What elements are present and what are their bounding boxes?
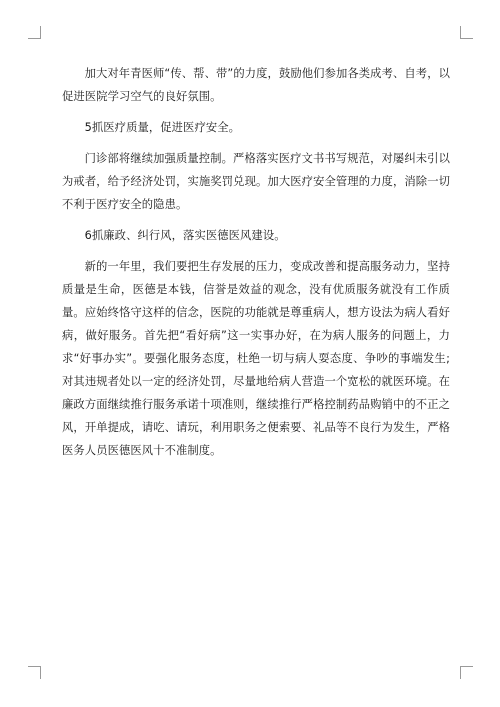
document-body bbox=[62, 62, 450, 462]
crop-mark-top-left bbox=[28, 26, 41, 39]
section-heading-medical-quality: 5抓医疗质量，促进医疗安全。 bbox=[84, 121, 241, 134]
crop-mark-bottom-left bbox=[28, 666, 41, 679]
crop-mark-top-right bbox=[460, 26, 473, 39]
paragraph-service-ethics: 新的一年里，我们要把生存发展的压力，变成改善和提高服务动力，坚持质量是生命，医德是本钱，信誉是效益的观念，没有优质服务就没有工作质量。应始终恪守这样的信念，医院的功能就是尊重病人，想方设法为病人看好病，做好服务。首先把“看好病”这一实事办好，在为病人服务的问题上，力求“好事办实”。要强化服务态度，杜绝一切与病人耍态度、争吵的事端发生;对其违规者处以一定的经济处罚，尽量地给病人营造一个宽松的就医环境。在廉政方面继续推行服务承诺十项准则，继续推行严格控制药品购销中的不正之风，开单提成，请吃、请玩，利用职务之便索要、礼品等不良行为发生，严格医务人员医德医风十不准制度。 bbox=[62, 260, 450, 457]
paragraph-training: 加大对年青医师“传、帮、带”的力度，鼓励他们参加各类成考、自考，以促进医院学习空气的良好氛围。 bbox=[62, 67, 450, 103]
section-heading-integrity: 6抓廉政、纠行风，落实医德医风建设。 bbox=[84, 229, 286, 242]
paragraph-quality-control: 门诊部将继续加强质量控制。严格落实医疗文书书写规范，对屡纠未引以为戒者，给予经济处罚，实施奖罚兑现。加大医疗安全管理的力度，消除一切不利于医疗安全的隐患。 bbox=[62, 152, 450, 211]
crop-mark-bottom-right bbox=[460, 666, 473, 679]
